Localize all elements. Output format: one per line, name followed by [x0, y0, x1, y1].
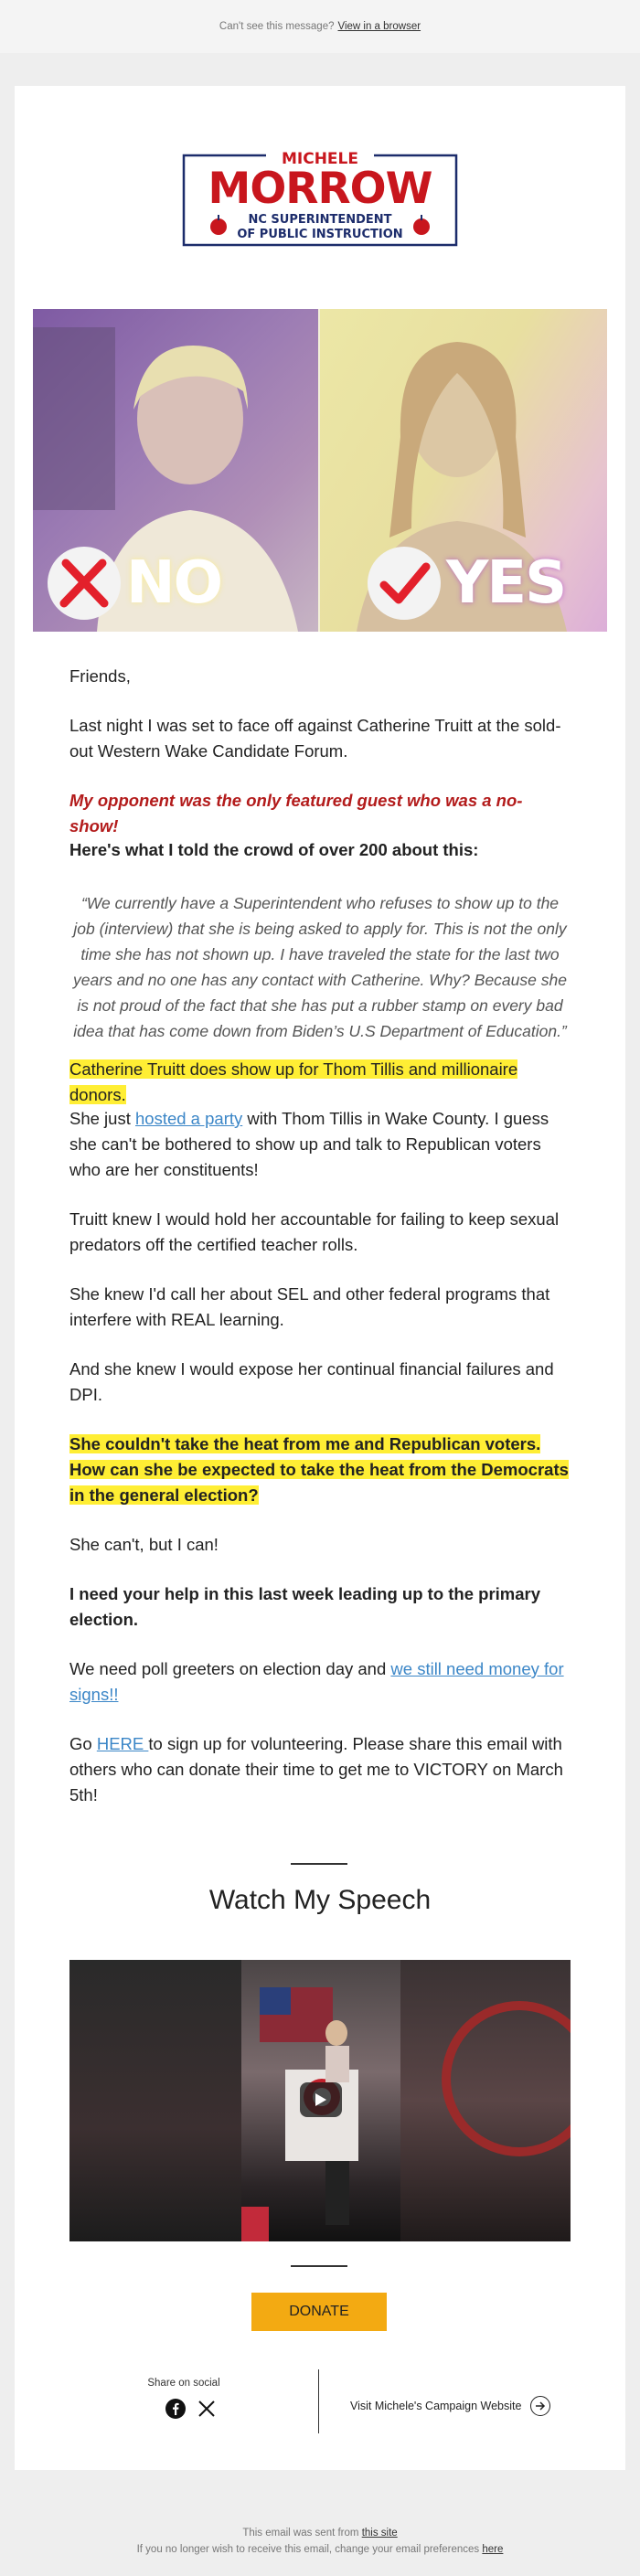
- visit-website-label: Visit Michele's Campaign Website: [350, 2400, 522, 2412]
- footer-line2-text: If you no longer wish to receive this email, change your email preferences: [136, 2544, 483, 2555]
- highlight-heat-text: She couldn't take the heat from me and Republican voters. How can she be expected to take the heat from the Democrats in the general election?: [69, 1434, 569, 1505]
- visit-website-link[interactable]: [350, 2396, 550, 2416]
- footer-line2: [0, 2541, 640, 2558]
- volunteer-here-link[interactable]: HERE: [96, 1734, 149, 1753]
- speech-video[interactable]: [69, 1960, 571, 2241]
- paragraph-poll-pre: We need poll greeters on election day and: [69, 1659, 391, 1678]
- facebook-icon[interactable]: [165, 2399, 186, 2419]
- paragraph-poll-greeters: [69, 1656, 571, 1708]
- footer-divider: [318, 2369, 319, 2433]
- preferences-link[interactable]: here: [482, 2544, 504, 2555]
- checkmark-icon: [368, 547, 441, 620]
- hero-image: [33, 309, 607, 632]
- money-for-signs-link[interactable]: we still need money for signs!!: [69, 1659, 564, 1704]
- play-icon: [315, 2092, 327, 2107]
- opponent-photo: [33, 309, 318, 632]
- paragraph-sel: She knew I'd call her about SEL and other federal programs that interfere with REAL learning.: [69, 1284, 550, 1329]
- footer-line1-text: This email was sent from: [242, 2528, 362, 2539]
- highlight-heat: [69, 1432, 571, 1508]
- paragraph-party-pre: She just: [69, 1109, 135, 1128]
- logo-line1: NC SUPERINTENDENT: [248, 213, 392, 227]
- paragraph-volunteer-pre: Go: [69, 1734, 97, 1753]
- topbar-text: Can't see this message?: [219, 21, 335, 32]
- paragraph-volunteer: [69, 1731, 571, 1808]
- donate-button[interactable]: DONATE: [251, 2293, 387, 2331]
- club-banner: [400, 1960, 571, 2241]
- video-backdrop-left: [69, 1960, 241, 2241]
- video-backdrop-right: [400, 1960, 571, 2241]
- yes-label: YES: [446, 549, 566, 617]
- candidate-photo: [320, 309, 607, 632]
- logo-first-name: MICHELE: [281, 150, 359, 168]
- greeting: Friends,: [69, 666, 131, 686]
- paragraph-forum: Last night I was set to face off against Catherine Truitt at the sold-out Western Wake Candidate Forum.: [69, 716, 561, 761]
- video-title: Watch My Speech: [208, 1885, 432, 1915]
- x-icon[interactable]: [197, 2399, 217, 2419]
- paragraph-party-post: with Thom Tillis in Wake County. I guess she can't be bothered to show up and talk to Republican voters who are her constituents!: [69, 1109, 549, 1179]
- paragraph-party: [69, 1106, 571, 1183]
- email-card: [15, 86, 625, 2470]
- paragraph-i-can: She can't, but I can!: [69, 1535, 219, 1554]
- paragraph-no-show: My opponent was the only featured guest who was a no-show!: [69, 791, 523, 836]
- divider: [291, 2265, 347, 2267]
- divider: [291, 1863, 347, 1865]
- paragraph-volunteer-post: to sign up for volunteering. Please share this email with others who can donate their time to get me to VICTORY on March 5th!: [69, 1734, 563, 1804]
- paragraph-crowd: Here's what I told the crowd of over 200 about this:: [69, 840, 479, 859]
- view-in-browser-link[interactable]: View in a browser: [337, 21, 421, 32]
- paragraph-need-help: I need your help in this last week leading up to the primary election.: [69, 1584, 541, 1629]
- logo-last-name: MORROW: [208, 164, 432, 214]
- yes-choice: [368, 547, 565, 620]
- x-mark-icon: [48, 547, 121, 620]
- highlight-donors-text: Catherine Truitt does show up for Thom Tillis and millionaire donors.: [69, 1059, 518, 1104]
- no-choice: [48, 547, 221, 620]
- email-footer: [0, 2525, 640, 2558]
- paragraph-dpi: And she knew I would expose her continual financial failures and DPI.: [69, 1359, 554, 1404]
- top-bar: [0, 0, 640, 53]
- arrow-right-icon: [530, 2396, 550, 2416]
- logo-line2: OF PUBLIC INSTRUCTION: [237, 228, 403, 241]
- this-site-link[interactable]: this site: [361, 2528, 398, 2539]
- no-label: NO: [126, 549, 221, 617]
- social-icons: [165, 2399, 217, 2419]
- apple-icon: [413, 215, 430, 235]
- hosted-party-link[interactable]: hosted a party: [135, 1109, 243, 1128]
- apple-icon: [210, 215, 227, 235]
- share-on-social-label: Share on social: [147, 2378, 220, 2389]
- paragraph-predators: Truitt knew I would hold her accountable for failing to keep sexual predators off the certified teacher rolls.: [69, 1209, 560, 1254]
- footer-line1: [0, 2525, 640, 2541]
- highlight-donors: [69, 1057, 571, 1108]
- speech-quote: “We currently have a Superintendent who refuses to show up to the job (interview) that she is being asked to apply for. This is not the only time she has not shown up. I have traveled the state for the last two years and no one has any contact with Catherine. Why? Because she is not proud of the fact that she has put a rubber stamp on every bad idea that has come down from Biden’s U.S Department of Education.”: [73, 894, 567, 1040]
- play-button[interactable]: [300, 2082, 342, 2117]
- campaign-logo: [182, 150, 458, 249]
